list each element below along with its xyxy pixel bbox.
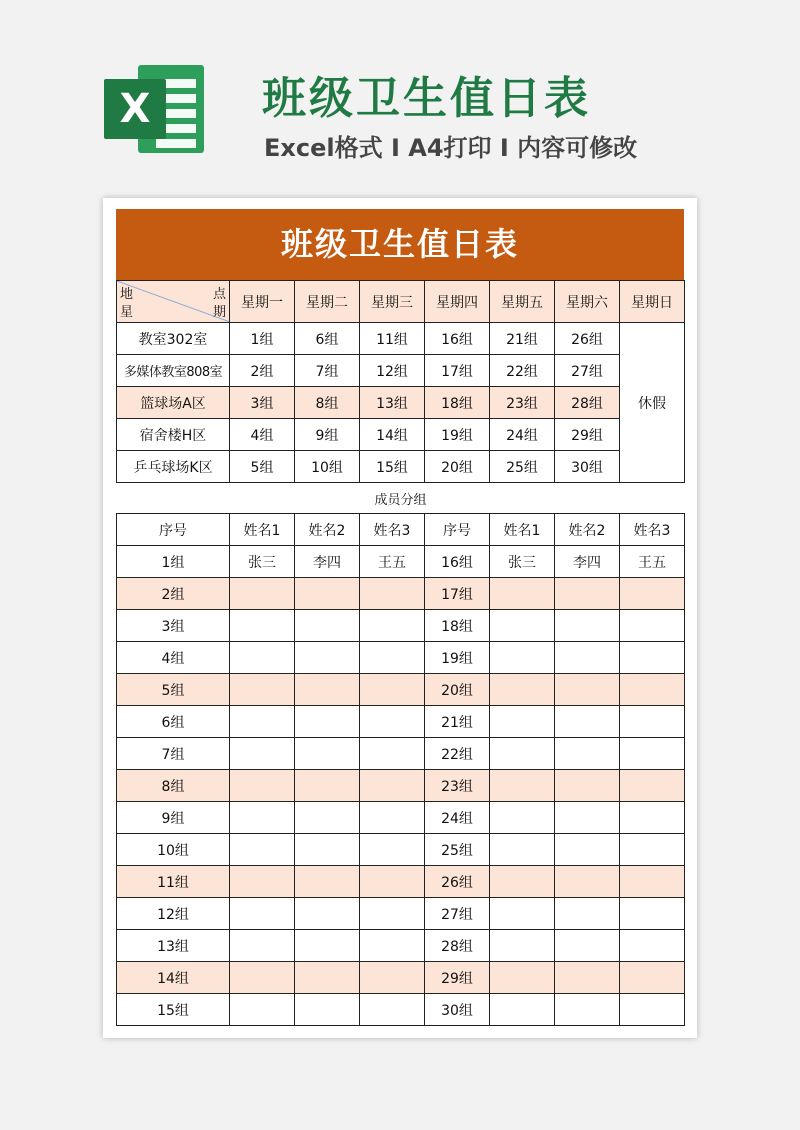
group-number-cell[interactable]: 21组 bbox=[425, 706, 490, 738]
corner-label-location-bottom: 点 bbox=[212, 287, 226, 302]
member-name-cell[interactable] bbox=[490, 642, 555, 674]
member-name-cell[interactable] bbox=[295, 674, 360, 706]
member-name-cell[interactable] bbox=[620, 770, 685, 802]
schedule-row bbox=[117, 323, 685, 355]
schedule-row bbox=[117, 451, 685, 483]
corner-header-cell bbox=[117, 281, 230, 323]
member-row bbox=[117, 642, 685, 674]
member-name-cell[interactable] bbox=[360, 642, 425, 674]
member-name-cell[interactable] bbox=[360, 802, 425, 834]
member-name-cell[interactable] bbox=[620, 866, 685, 898]
member-name-cell[interactable] bbox=[360, 898, 425, 930]
group-number-cell[interactable]: 22组 bbox=[425, 738, 490, 770]
member-name-cell[interactable]: 王五 bbox=[360, 546, 425, 578]
member-header-cell: 序号 bbox=[117, 514, 230, 546]
member-name-cell[interactable] bbox=[295, 930, 360, 962]
duty-group-cell: 4组 bbox=[230, 419, 295, 451]
member-name-cell[interactable] bbox=[230, 962, 295, 994]
member-name-cell[interactable] bbox=[360, 738, 425, 770]
day-header: 星期六 bbox=[555, 281, 620, 323]
duty-group-cell: 20组 bbox=[425, 451, 490, 483]
member-name-cell[interactable] bbox=[555, 738, 620, 770]
member-name-cell[interactable] bbox=[295, 610, 360, 642]
day-header: 星期四 bbox=[425, 281, 490, 323]
member-name-cell[interactable] bbox=[360, 706, 425, 738]
duty-group-cell: 22组 bbox=[490, 355, 555, 387]
excel-logo-icon bbox=[104, 63, 204, 155]
member-name-cell[interactable] bbox=[620, 642, 685, 674]
member-name-cell[interactable] bbox=[230, 578, 295, 610]
duty-group-cell: 7组 bbox=[295, 355, 360, 387]
duty-group-cell: 26组 bbox=[555, 323, 620, 355]
member-name-cell[interactable] bbox=[555, 610, 620, 642]
member-name-cell[interactable] bbox=[490, 770, 555, 802]
member-header-cell: 姓名2 bbox=[555, 514, 620, 546]
corner-label-week-bottom: 期 bbox=[212, 305, 226, 320]
member-name-cell[interactable] bbox=[360, 962, 425, 994]
member-name-cell[interactable] bbox=[555, 642, 620, 674]
member-name-cell[interactable] bbox=[620, 994, 685, 1026]
member-name-cell[interactable] bbox=[295, 642, 360, 674]
group-number-cell[interactable]: 30组 bbox=[425, 994, 490, 1026]
member-row bbox=[117, 930, 685, 962]
member-name-cell[interactable] bbox=[295, 898, 360, 930]
duty-group-cell: 1组 bbox=[230, 323, 295, 355]
member-header-cell: 姓名1 bbox=[490, 514, 555, 546]
group-number-cell[interactable]: 23组 bbox=[425, 770, 490, 802]
duty-group-cell: 24组 bbox=[490, 419, 555, 451]
duty-group-cell: 21组 bbox=[490, 323, 555, 355]
member-name-cell[interactable] bbox=[360, 674, 425, 706]
location-cell: 篮球场A区 bbox=[117, 387, 230, 419]
sheet-paper bbox=[103, 198, 697, 1038]
duty-group-cell: 13组 bbox=[360, 387, 425, 419]
duty-group-cell: 12组 bbox=[360, 355, 425, 387]
sunday-rest-cell: 休假 bbox=[620, 323, 685, 483]
member-name-cell[interactable] bbox=[360, 930, 425, 962]
sheet-banner: 班级卫生值日表 bbox=[116, 209, 684, 280]
group-number-cell[interactable]: 4组 bbox=[117, 642, 230, 674]
member-header-cell: 姓名3 bbox=[620, 514, 685, 546]
member-name-cell[interactable] bbox=[490, 706, 555, 738]
location-cell: 教室302室 bbox=[117, 323, 230, 355]
member-name-cell[interactable] bbox=[620, 610, 685, 642]
member-name-cell[interactable] bbox=[360, 770, 425, 802]
group-number-cell[interactable]: 17组 bbox=[425, 578, 490, 610]
group-number-cell[interactable]: 8组 bbox=[117, 770, 230, 802]
member-row bbox=[117, 834, 685, 866]
member-name-cell[interactable] bbox=[295, 770, 360, 802]
duty-group-cell: 29组 bbox=[555, 419, 620, 451]
member-name-cell[interactable] bbox=[295, 994, 360, 1026]
duty-schedule-table bbox=[116, 280, 685, 483]
member-name-cell[interactable] bbox=[555, 994, 620, 1026]
member-name-cell[interactable] bbox=[360, 866, 425, 898]
member-row bbox=[117, 994, 685, 1026]
duty-group-cell: 3组 bbox=[230, 387, 295, 419]
member-name-cell[interactable] bbox=[620, 802, 685, 834]
group-number-cell[interactable]: 9组 bbox=[117, 802, 230, 834]
member-name-cell[interactable] bbox=[490, 738, 555, 770]
member-name-cell[interactable] bbox=[555, 706, 620, 738]
duty-group-cell: 27组 bbox=[555, 355, 620, 387]
group-number-cell[interactable]: 13组 bbox=[117, 930, 230, 962]
member-name-cell[interactable] bbox=[555, 962, 620, 994]
member-name-cell[interactable] bbox=[230, 706, 295, 738]
group-number-cell[interactable]: 28组 bbox=[425, 930, 490, 962]
corner-label-week-top: 星 bbox=[120, 305, 134, 320]
duty-group-cell: 16组 bbox=[425, 323, 490, 355]
duty-group-cell: 17组 bbox=[425, 355, 490, 387]
member-header-cell: 序号 bbox=[425, 514, 490, 546]
member-name-cell[interactable] bbox=[490, 962, 555, 994]
member-name-cell[interactable] bbox=[490, 930, 555, 962]
group-number-cell[interactable]: 2组 bbox=[117, 578, 230, 610]
member-row bbox=[117, 962, 685, 994]
schedule-row bbox=[117, 419, 685, 451]
duty-group-cell: 14组 bbox=[360, 419, 425, 451]
member-name-cell[interactable] bbox=[555, 770, 620, 802]
member-name-cell[interactable] bbox=[620, 962, 685, 994]
group-number-cell[interactable]: 3组 bbox=[117, 610, 230, 642]
duty-group-cell: 28组 bbox=[555, 387, 620, 419]
member-header-cell: 姓名3 bbox=[360, 514, 425, 546]
member-name-cell[interactable] bbox=[230, 866, 295, 898]
group-number-cell[interactable]: 15组 bbox=[117, 994, 230, 1026]
duty-group-cell: 10组 bbox=[295, 451, 360, 483]
member-name-cell[interactable] bbox=[620, 738, 685, 770]
member-name-cell[interactable]: 李四 bbox=[555, 546, 620, 578]
member-name-cell[interactable] bbox=[360, 994, 425, 1026]
member-row bbox=[117, 802, 685, 834]
member-name-cell[interactable] bbox=[230, 770, 295, 802]
member-name-cell[interactable] bbox=[555, 578, 620, 610]
duty-group-cell: 25组 bbox=[490, 451, 555, 483]
duty-group-cell: 6组 bbox=[295, 323, 360, 355]
duty-group-cell: 15组 bbox=[360, 451, 425, 483]
corner-label-location-top: 地 bbox=[120, 287, 134, 302]
member-name-cell[interactable] bbox=[555, 802, 620, 834]
location-cell: 多媒体教室808室 bbox=[117, 355, 230, 387]
member-name-cell[interactable] bbox=[360, 578, 425, 610]
schedule-row bbox=[117, 355, 685, 387]
member-name-cell[interactable] bbox=[490, 610, 555, 642]
member-name-cell[interactable] bbox=[230, 610, 295, 642]
page-title: 班级卫生值日表 bbox=[262, 73, 591, 124]
group-number-cell[interactable]: 29组 bbox=[425, 962, 490, 994]
duty-group-cell: 19组 bbox=[425, 419, 490, 451]
member-row bbox=[117, 674, 685, 706]
member-group-table bbox=[116, 483, 685, 1026]
duty-group-cell: 18组 bbox=[425, 387, 490, 419]
member-name-cell[interactable] bbox=[230, 738, 295, 770]
member-name-cell[interactable] bbox=[555, 930, 620, 962]
group-number-cell[interactable]: 11组 bbox=[117, 866, 230, 898]
sheet-content bbox=[116, 209, 684, 1026]
member-name-cell[interactable] bbox=[295, 706, 360, 738]
group-number-cell[interactable]: 25组 bbox=[425, 834, 490, 866]
member-name-cell[interactable] bbox=[360, 834, 425, 866]
member-name-cell[interactable] bbox=[620, 834, 685, 866]
member-row bbox=[117, 738, 685, 770]
member-name-cell[interactable] bbox=[295, 866, 360, 898]
day-header: 星期二 bbox=[295, 281, 360, 323]
member-name-cell[interactable] bbox=[490, 866, 555, 898]
member-name-cell[interactable] bbox=[230, 994, 295, 1026]
duty-group-cell: 30组 bbox=[555, 451, 620, 483]
member-name-cell[interactable] bbox=[490, 802, 555, 834]
day-header: 星期日 bbox=[620, 281, 685, 323]
member-header-cell: 姓名2 bbox=[295, 514, 360, 546]
day-header: 星期三 bbox=[360, 281, 425, 323]
member-name-cell[interactable] bbox=[620, 674, 685, 706]
group-number-cell[interactable]: 10组 bbox=[117, 834, 230, 866]
member-row bbox=[117, 866, 685, 898]
member-row bbox=[117, 578, 685, 610]
group-number-cell[interactable]: 16组 bbox=[425, 546, 490, 578]
day-header: 星期一 bbox=[230, 281, 295, 323]
member-name-cell[interactable]: 张三 bbox=[230, 546, 295, 578]
member-name-cell[interactable] bbox=[490, 994, 555, 1026]
member-name-cell[interactable] bbox=[555, 834, 620, 866]
member-name-cell[interactable]: 李四 bbox=[295, 546, 360, 578]
group-number-cell[interactable]: 5组 bbox=[117, 674, 230, 706]
duty-group-cell: 5组 bbox=[230, 451, 295, 483]
member-name-cell[interactable] bbox=[490, 578, 555, 610]
duty-group-cell: 9组 bbox=[295, 419, 360, 451]
member-name-cell[interactable] bbox=[360, 610, 425, 642]
member-name-cell[interactable] bbox=[555, 866, 620, 898]
duty-group-cell: 2组 bbox=[230, 355, 295, 387]
group-number-cell[interactable]: 24组 bbox=[425, 802, 490, 834]
duty-group-cell: 11组 bbox=[360, 323, 425, 355]
group-number-cell[interactable]: 7组 bbox=[117, 738, 230, 770]
page-subtitle: Excel格式 Ⅰ A4打印 Ⅰ 内容可修改 bbox=[264, 134, 638, 162]
group-number-cell[interactable]: 26组 bbox=[425, 866, 490, 898]
member-row bbox=[117, 770, 685, 802]
member-name-cell[interactable] bbox=[620, 930, 685, 962]
member-name-cell[interactable] bbox=[230, 642, 295, 674]
group-number-cell[interactable]: 27组 bbox=[425, 898, 490, 930]
member-name-cell[interactable] bbox=[230, 802, 295, 834]
logo-letter: X bbox=[104, 79, 166, 139]
member-name-cell[interactable] bbox=[295, 738, 360, 770]
member-name-cell[interactable] bbox=[555, 674, 620, 706]
member-row bbox=[117, 546, 685, 578]
group-number-cell[interactable]: 20组 bbox=[425, 674, 490, 706]
location-cell: 宿舍楼H区 bbox=[117, 419, 230, 451]
member-name-cell[interactable] bbox=[295, 962, 360, 994]
day-header: 星期五 bbox=[490, 281, 555, 323]
member-name-cell[interactable] bbox=[620, 706, 685, 738]
member-name-cell[interactable] bbox=[490, 834, 555, 866]
member-name-cell[interactable] bbox=[490, 674, 555, 706]
group-number-cell[interactable]: 1组 bbox=[117, 546, 230, 578]
group-number-cell[interactable]: 12组 bbox=[117, 898, 230, 930]
member-name-cell[interactable] bbox=[230, 898, 295, 930]
member-name-cell[interactable] bbox=[620, 578, 685, 610]
member-header-row bbox=[117, 514, 685, 546]
member-name-cell[interactable] bbox=[295, 802, 360, 834]
group-number-cell[interactable]: 19组 bbox=[425, 642, 490, 674]
member-name-cell[interactable] bbox=[555, 898, 620, 930]
member-row bbox=[117, 610, 685, 642]
duty-group-cell: 8组 bbox=[295, 387, 360, 419]
member-name-cell[interactable]: 王五 bbox=[620, 546, 685, 578]
member-row bbox=[117, 706, 685, 738]
member-name-cell[interactable] bbox=[230, 930, 295, 962]
member-name-cell[interactable] bbox=[230, 674, 295, 706]
group-number-cell[interactable]: 6组 bbox=[117, 706, 230, 738]
member-name-cell[interactable]: 张三 bbox=[490, 546, 555, 578]
group-number-cell[interactable]: 18组 bbox=[425, 610, 490, 642]
schedule-row bbox=[117, 387, 685, 419]
member-name-cell[interactable] bbox=[620, 898, 685, 930]
duty-group-cell: 23组 bbox=[490, 387, 555, 419]
member-row bbox=[117, 898, 685, 930]
member-name-cell[interactable] bbox=[490, 898, 555, 930]
group-number-cell[interactable]: 14组 bbox=[117, 962, 230, 994]
member-name-cell[interactable] bbox=[295, 578, 360, 610]
member-name-cell[interactable] bbox=[230, 834, 295, 866]
member-name-cell[interactable] bbox=[295, 834, 360, 866]
members-title: 成员分组 bbox=[117, 483, 685, 514]
member-header-cell: 姓名1 bbox=[230, 514, 295, 546]
location-cell: 乒乓球场K区 bbox=[117, 451, 230, 483]
